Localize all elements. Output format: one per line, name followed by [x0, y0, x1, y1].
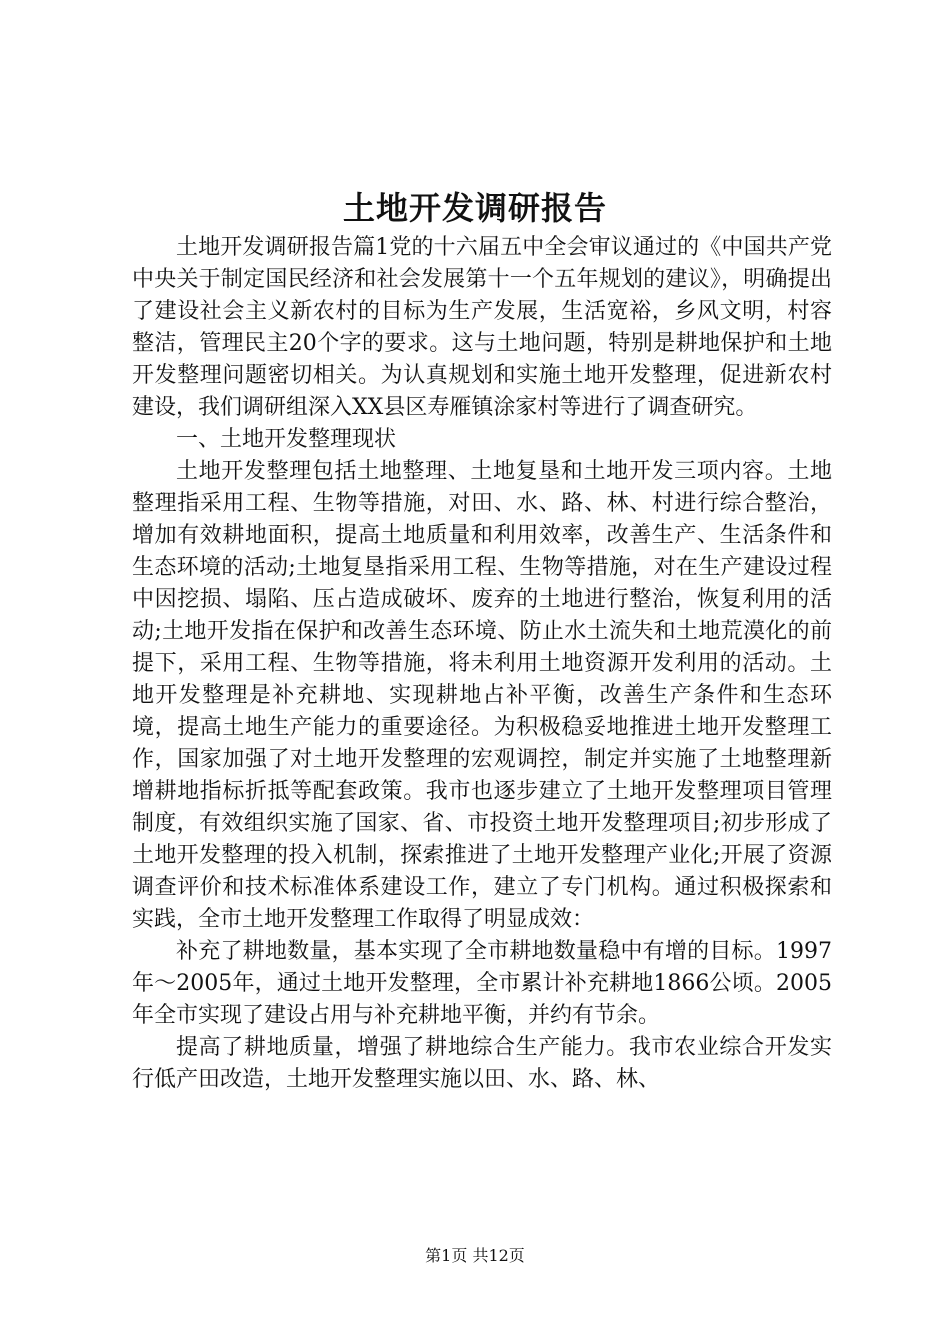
paragraph-intro: 土地开发调研报告篇1党的十六届五中全会审议通过的《中国共产党中央关于制定国民经济和社会发展第十一个五年规划的建议》，明确提出了建设社会主义新农村的目标为生产发展，生活宽裕，乡风文明，村容整洁，管理民主20个字的要求。这与土地问题，特别是耕地保护和土地开发整理问题密切相关。为认真规划和实施土地开发整理，促进新农村建设，我们调研组深入XX县区寿雁镇涂家村等进行了调查研究。: [132, 235, 832, 420]
document-title: 土地开发调研报告: [342, 189, 607, 227]
paragraph-quality: 提高了耕地质量，增强了耕地综合生产能力。我市农业综合开发实行低产田改造，土地开发整理实施以田、水、路、林、: [132, 1035, 832, 1092]
document-body: [132, 232, 832, 1096]
paragraph-quantity: 补充了耕地数量，基本实现了全市耕地数量稳中有增的目标。1997年～2005年，通过土地开发整理，全市累计补充耕地1866公顷。2005年全市实现了建设占用与补充耕地平衡，并约有节余。: [132, 939, 832, 1028]
page-number: 第1页 共12页: [425, 1246, 525, 1265]
section-heading: 一、土地开发整理现状: [176, 427, 397, 452]
paragraph-status: 土地开发整理包括土地整理、土地复垦和土地开发三项内容。土地整理指采用工程、生物等措施，对田、水、路、林、村进行综合整治，增加有效耕地面积，提高土地质量和利用效率，改善生产、生活条件和生态环境的活动;土地复垦指采用工程、生物等措施，对在生产建设过程中因挖损、塌陷、压占造成破坏、废弃的土地进行整治，恢复利用的活动;土地开发指在保护和改善生态环境、防止水土流失和土地荒漠化的前提下，采用工程、生物等措施，将未利用土地资源开发利用的活动。土地开发整理是补充耕地、实现耕地占补平衡，改善生产条件和生态环境，提高土地生产能力的重要途径。为积极稳妥地推进土地开发整理工作，国家加强了对土地开发整理的宏观调控，制定并实施了土地整理新增耕地指标折抵等配套政策。我市也逐步建立了土地开发整理项目管理制度，有效组织实施了国家、省、市投资土地开发整理项目;初步形成了土地开发整理的投入机制，探索推进了土地开发整理产业化;开展了资源调查评价和技术标准体系建设工作，建立了专门机构。通过积极探索和实践，全市土地开发整理工作取得了明显成效：: [132, 459, 832, 932]
